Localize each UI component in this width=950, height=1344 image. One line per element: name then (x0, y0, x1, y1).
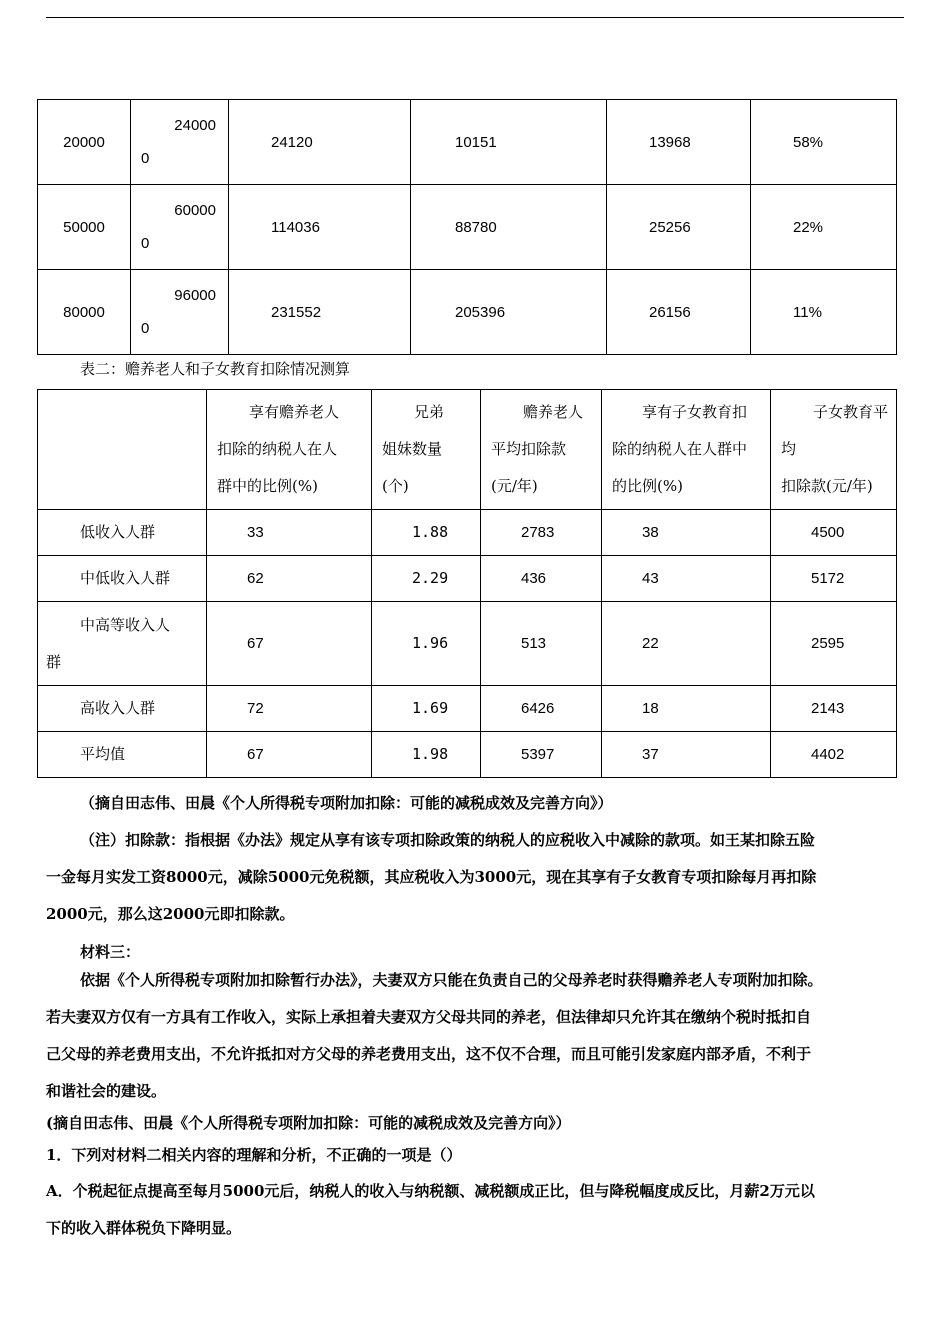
table-cell: 80000 (38, 270, 131, 355)
cell-text: 0 (141, 235, 150, 252)
table-row (38, 556, 897, 602)
table-cell: 1.96 (372, 602, 481, 686)
table-cell: 37 (602, 732, 771, 778)
option-a-line: A．个税起征点提高至每月5000元后，纳税人的收入与纳税额、减税额成正比，但与降税幅度成反比，月薪2万元以 (46, 1182, 815, 1200)
row-label (38, 602, 207, 686)
header-text: (个) (382, 477, 409, 495)
table-cell: 1.88 (372, 510, 481, 556)
table-cell: 62 (207, 556, 372, 602)
table-row (38, 185, 897, 270)
table-cell: 5397 (481, 732, 602, 778)
header-text: 群中的比例(%) (217, 477, 318, 495)
table-cell: 2595 (771, 602, 897, 686)
table-cell: 18 (602, 686, 771, 732)
table-cell (131, 270, 229, 355)
header-text: 扣除款(元/年) (781, 477, 873, 495)
header-text: 均 (781, 440, 797, 458)
table-cell: 513 (481, 602, 602, 686)
income-tax-table (37, 99, 897, 355)
header-text: 扣除的纳税人在人 (217, 440, 338, 458)
header-cell (372, 390, 481, 510)
table-cell: 25256 (607, 185, 751, 270)
table-cell: 5172 (771, 556, 897, 602)
material-line: 己父母的养老费用支出，不允许抵扣对方父母的养老费用支出，这不仅不合理，而且可能引发家庭内部矛盾，不利于 (46, 1045, 812, 1063)
source-citation: （摘自田志伟、田晨《个人所得税专项附加扣除：可能的减税成效及完善方向》） (80, 794, 613, 812)
row-label-line: 群 (46, 652, 62, 671)
table-cell: 26156 (607, 270, 751, 355)
table-cell: 436 (481, 556, 602, 602)
table-cell: 43 (602, 556, 771, 602)
table-cell: 4402 (771, 732, 897, 778)
row-label: 平均值 (38, 732, 207, 778)
header-text: (元/年) (491, 477, 538, 495)
table-cell: 1.98 (372, 732, 481, 778)
table-cell: 114036 (229, 185, 411, 270)
header-text: 姐妹数量 (382, 440, 443, 458)
source-citation: (摘自田志伟、田晨《个人所得税专项附加扣除：可能的减税成效及完善方向》） (46, 1114, 571, 1132)
cell-text: 0 (141, 150, 150, 167)
material-heading: 材料三： (80, 943, 141, 961)
header-text: 子女教育平 (813, 403, 889, 421)
table-cell: 10151 (411, 100, 607, 185)
table-cell: 50000 (38, 185, 131, 270)
table-header-row (38, 390, 897, 510)
cell-text: 60000 (174, 202, 216, 219)
table-cell: 67 (207, 602, 372, 686)
row-label: 中低收入人群 (38, 556, 207, 602)
header-text: 平均扣除款 (491, 440, 567, 458)
table-cell: 20000 (38, 100, 131, 185)
table-cell: 231552 (229, 270, 411, 355)
table-cell: 2.29 (372, 556, 481, 602)
table-cell: 205396 (411, 270, 607, 355)
option-a-line: 下的收入群体税负下降明显。 (46, 1219, 242, 1237)
header-text: 享有赡养老人 (249, 403, 340, 421)
table-row (38, 270, 897, 355)
note-line: （注）扣除款：指根据《办法》规定从享有该专项扣除政策的纳税人的应税收入中减除的款项。如王某扣除五险 (80, 831, 816, 849)
material-line: 依据《个人所得税专项附加扣除暂行办法》，夫妻双方只能在负责自己的父母养老时获得赡养老人专项附加扣除。 (80, 971, 823, 989)
table-cell: 22 (602, 602, 771, 686)
header-cell (771, 390, 897, 510)
deduction-table (37, 389, 897, 778)
cell-text: 0 (141, 320, 150, 337)
row-label: 低收入人群 (38, 510, 207, 556)
header-cell (481, 390, 602, 510)
material-line: 和谐社会的建设。 (46, 1082, 167, 1100)
table-cell: 1.69 (372, 686, 481, 732)
table-row (38, 602, 897, 686)
table-cell: 6426 (481, 686, 602, 732)
table-cell: 33 (207, 510, 372, 556)
header-text: 享有子女教育扣 (642, 403, 748, 421)
table-cell: 13968 (607, 100, 751, 185)
header-cell (38, 390, 207, 510)
table-cell (131, 185, 229, 270)
table-cell: 4500 (771, 510, 897, 556)
cell-text: 96000 (174, 287, 216, 304)
cell-text: 24000 (174, 117, 216, 134)
table-cell (131, 100, 229, 185)
table-caption: 表二：赡养老人和子女教育扣除情况测算 (80, 360, 351, 378)
header-cell (602, 390, 771, 510)
table-cell: 38 (602, 510, 771, 556)
row-label: 高收入人群 (38, 686, 207, 732)
table-cell: 2783 (481, 510, 602, 556)
table-row (38, 100, 897, 185)
note-line: 一金每月实发工资8000元，减除5000元免税额，其应税收入为3000元，现在其享有子女教育专项扣除每月再扣除 (46, 868, 817, 886)
table-cell: 58% (751, 100, 897, 185)
header-cell (207, 390, 372, 510)
top-rule (46, 17, 904, 18)
table-row (38, 686, 897, 732)
table-cell: 72 (207, 686, 372, 732)
table-cell: 88780 (411, 185, 607, 270)
material-line: 若夫妻双方仅有一方具有工作收入，实际上承担着夫妻双方父母共同的养老，但法律却只允许其在缴纳个税时抵扣自 (46, 1008, 812, 1026)
table-cell: 22% (751, 185, 897, 270)
table-row (38, 732, 897, 778)
table-cell: 24120 (229, 100, 411, 185)
header-text: 兄弟 (414, 403, 445, 421)
header-text: 赡养老人 (523, 403, 584, 421)
table-row (38, 510, 897, 556)
question-stem: 1．下列对材料二相关内容的理解和分析，不正确的一项是（） (46, 1146, 462, 1164)
table-cell: 11% (751, 270, 897, 355)
header-text: 除的纳税人在人群中 (612, 440, 748, 458)
header-text: 的比例(%) (612, 477, 683, 495)
row-label-line: 中高等收入人 (80, 615, 171, 634)
table-cell: 67 (207, 732, 372, 778)
table-cell: 2143 (771, 686, 897, 732)
note-line: 2000元，那么这2000元即扣除款。 (46, 905, 295, 923)
